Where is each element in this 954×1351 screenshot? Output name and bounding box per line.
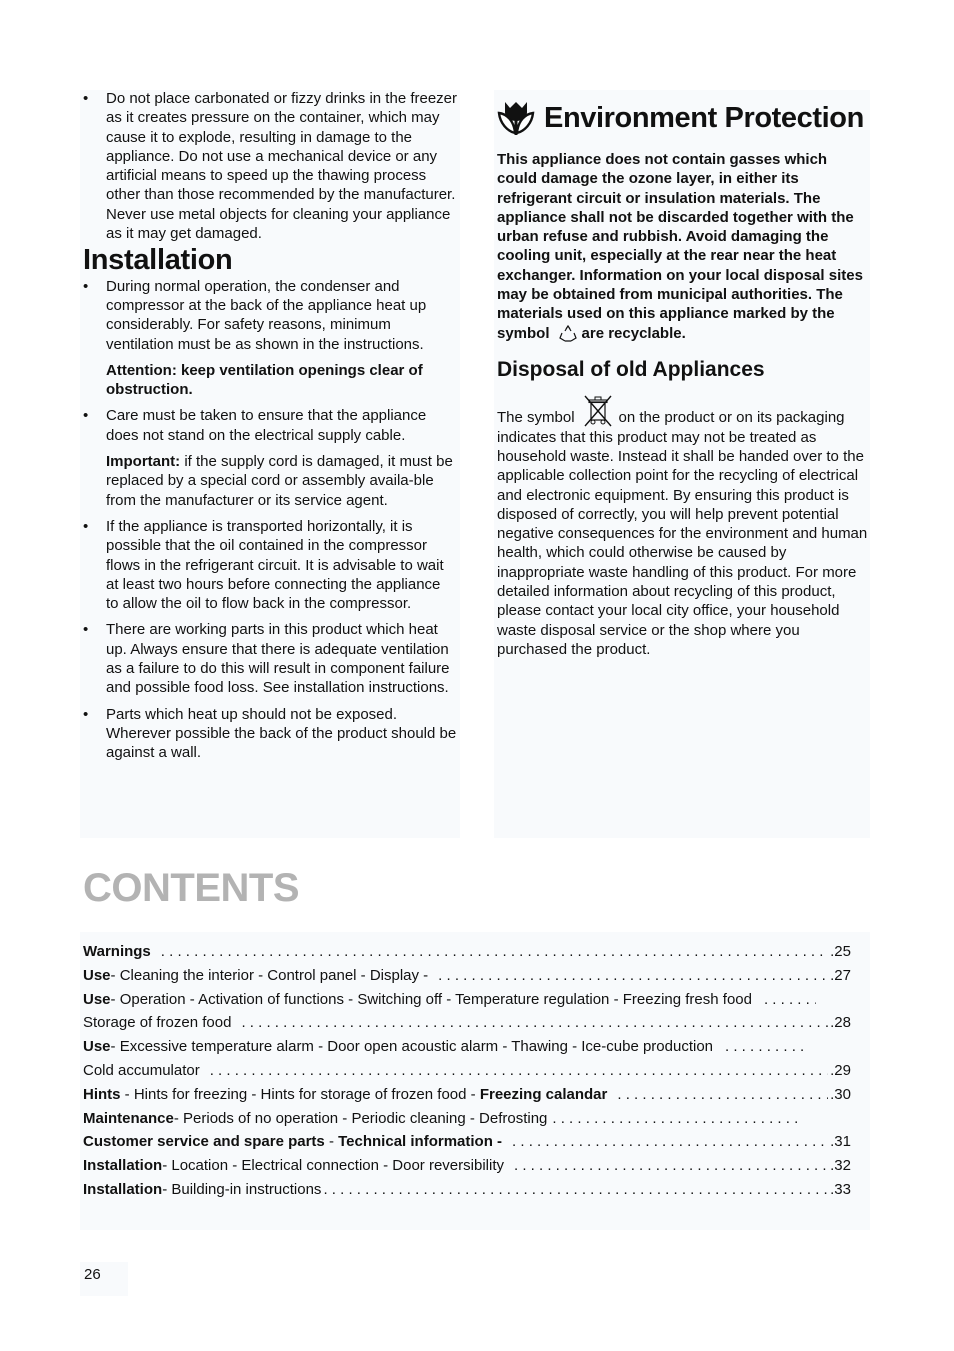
toc-entry[interactable] (83, 964, 851, 988)
attention-note (83, 361, 457, 400)
toc-entry-text: - Location - Electrical connection - Door reversibility (162, 1157, 504, 1175)
disposal-text-start: The symbol (497, 408, 575, 426)
toc-leader (552, 1107, 800, 1131)
toc-leader (241, 1011, 828, 1035)
toc-leader (617, 1083, 828, 1107)
toc-entry-title: Customer service and spare parts (83, 1133, 325, 1151)
toc-leader (323, 1178, 828, 1202)
list-item (83, 620, 457, 697)
disposal-text-main: on the product or on its packaging indicates that this product may not be treated as household waste. Instead it shall be handed over to the applicable collection point for the recycling of electrical and electronic equipment. By ensuring this product is disposed of correctly, you will help prevent potential negative consequences for the environment and human health, which could otherwise be caused by inappropriate waste handling of this product. For more detailed information about recycling of this product, please contact your local city office, your household waste disposal service or the shop where you purchased the product. (497, 408, 868, 658)
bullet-dot: • (83, 90, 89, 107)
crossed-bin-icon (581, 394, 615, 428)
list-item (83, 517, 457, 613)
table-of-contents (83, 940, 851, 1202)
condenser-note: During normal operation, the condenser and compressor at the back of the appliance heat up considerably. For safety reasons, minimum ventilation must be as shown in the instructions. (106, 277, 427, 353)
toc-leader (725, 1035, 805, 1059)
list-item (83, 705, 457, 763)
toc-entry[interactable] (83, 1011, 851, 1035)
bullet-dot: • (83, 621, 89, 639)
toc-entry[interactable] (83, 1035, 851, 1059)
bullet-dot: • (83, 705, 89, 723)
toc-page: .29 (830, 1061, 851, 1079)
toc-entry-title-2: Freezing calandar (479, 1085, 608, 1103)
left-column (83, 89, 457, 763)
toc-leader (161, 940, 828, 964)
toc-leader (512, 1130, 828, 1154)
bullet-dot: • (83, 277, 89, 295)
toc-entry-title: Use (83, 1038, 111, 1056)
environment-text (497, 150, 869, 344)
toc-entry[interactable] (83, 1178, 851, 1202)
bullet-dot: • (83, 407, 89, 425)
important-label: Important: (106, 453, 181, 471)
installation-heading: Installation (83, 244, 233, 277)
toc-entry-title-2: Technical information - (338, 1133, 503, 1151)
toc-leader (210, 1059, 828, 1083)
toc-entry-text: - Cleaning the interior - Control panel - Display - (110, 966, 429, 984)
environment-title: Environment Protection (544, 101, 864, 134)
toc-entry-title: Maintenance (83, 1109, 174, 1127)
toc-page: .27 (830, 966, 851, 984)
working-parts-note: There are working parts in this product which heat up. Always ensure that there is adequate ventilation as a failure to do this will result in component failure and possible food loss. See installation instructions. (106, 621, 450, 697)
environment-text-main: This appliance does not contain gasses which could damage the ozone layer, in either its refrigerant circuit or insulation materials. The appliance shall not be discarded together with the urban refuse and rubbish. Avoid damaging the cooling unit, especially at the rear near the heat exchanger. Information on your local disposal sites may be obtained from municipal authorities. The materials used on this appliance marked by the symbol (497, 151, 863, 342)
toc-page: .33 (830, 1180, 851, 1198)
contents-title: CONTENTS (83, 866, 299, 910)
toc-entry-text: - Excessive temperature alarm - Door open acoustic alarm - Thawing - Ice-cube production (110, 1038, 714, 1056)
heat-parts-note: Parts which heat up should not be exposed. Wherever possible the back of the product should be against a wall. (106, 705, 457, 762)
toc-page: .25 (830, 943, 851, 960)
environment-heading (497, 96, 869, 140)
toc-leader (438, 964, 828, 988)
toc-entry[interactable] (83, 1083, 851, 1107)
toc-entry-text: Cold accumulator (83, 1061, 200, 1079)
tulip-icon (497, 99, 535, 137)
toc-page: .30 (830, 1085, 851, 1103)
attention-text: Attention: keep ventilation openings clear of obstruction. (106, 361, 423, 399)
supply-cable-note: Care must be taken to ensure that the appliance does not stand on the electrical supply cable. (106, 407, 427, 444)
transport-note: If the appliance is transported horizontally, it is possible that the oil contained in the compressor flows in the refrigerant circuit. It is advisable to wait at least two hours before connecting the appliance to allow the oil to flow back in the compressor. (106, 517, 444, 613)
toc-leader (764, 988, 816, 1012)
recycle-icon (558, 324, 578, 344)
important-note (83, 452, 457, 510)
toc-entry-text: - Periods of no operation - Periodic cleaning - Defrosting (173, 1109, 548, 1127)
toc-entry-title: Installation (83, 1180, 163, 1198)
important-text: if the supply cord is damaged, it must be replaced by a special cord or assembly availa-ble from the manufacturer or its service agent. (106, 453, 453, 509)
list-item (83, 406, 457, 445)
toc-page: .28 (830, 1014, 851, 1032)
toc-entry[interactable] (83, 940, 851, 964)
page-number: 26 (84, 1266, 101, 1283)
toc-entry-text: - Operation - Activation of functions - Switching off - Temperature regulation - Freezing fresh food (110, 990, 752, 1008)
toc-entry-title: Use (83, 990, 111, 1008)
toc-entry[interactable] (83, 988, 851, 1012)
toc-entry[interactable] (83, 1107, 851, 1131)
toc-entry[interactable] (83, 1130, 851, 1154)
toc-entry-text: Storage of frozen food (83, 1014, 232, 1032)
toc-entry-title: Warnings (83, 943, 151, 960)
list-item (83, 89, 457, 243)
toc-entry-text: - Hints for freezing - Hints for storage of frozen food - (120, 1085, 480, 1103)
toc-entry-text: - Building-in instructions (162, 1180, 322, 1198)
toc-entry-text: - (324, 1133, 339, 1151)
toc-entry-title: Use (83, 966, 111, 984)
toc-entry-title: Hints (83, 1085, 121, 1103)
toc-leader (514, 1154, 828, 1178)
bullet-dot: • (83, 517, 89, 535)
right-column (497, 96, 869, 659)
list-item (83, 277, 457, 354)
disposal-heading: Disposal of old Appliances (497, 357, 765, 381)
toc-entry-title: Installation (83, 1157, 163, 1175)
disposal-text (497, 394, 869, 660)
toc-entry[interactable] (83, 1154, 851, 1178)
toc-entry[interactable] (83, 1059, 851, 1083)
toc-page: .31 (830, 1133, 851, 1151)
environment-text-end: are recyclable. (581, 324, 686, 342)
fizzy-drinks-warning: Do not place carbonated or fizzy drinks in the freezer as it creates pressure on the container, which may cause it to explode, resulting in damage to the appliance. Do not use a mechanical device or any artificial means to speed up the thawing process other than those recommended by the manufacturer. Never use metal objects for cleaning your appliance as it may get damaged. (106, 90, 458, 243)
toc-page: .32 (830, 1157, 851, 1175)
